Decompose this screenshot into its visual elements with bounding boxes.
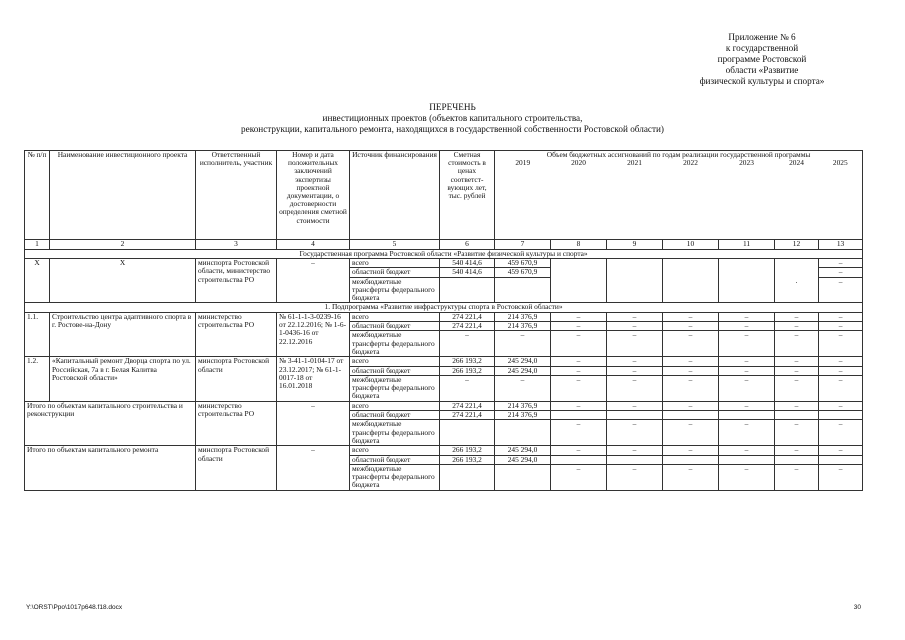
row-2019 [495, 464, 551, 490]
stray-dot: . [775, 259, 819, 303]
row-executor: минспорта Ростовской области [196, 357, 277, 401]
row-2019 [495, 420, 551, 446]
header-expertise: Номер и дата положительных заключений экспертизы проектной документации, о достоверности определения сметной стоимости [277, 151, 350, 240]
row-year-value: – [819, 357, 863, 366]
row-year-value: – [775, 357, 819, 366]
row-year-value: – [819, 322, 863, 331]
column-number: 10 [663, 239, 719, 249]
row-2019: 245 294,0 [495, 357, 551, 366]
row-year-value: – [663, 322, 719, 331]
footer-file-path: Y:\ORST\Ppo\1017p648.f18.docx [26, 604, 123, 611]
row-2019: – [495, 331, 551, 357]
row-year-value: – [551, 312, 607, 321]
row-year-value: – [775, 312, 819, 321]
row-year-value: – [663, 331, 719, 357]
row-2025: – [819, 259, 863, 268]
state-program-row [25, 249, 863, 258]
row-year-value [551, 455, 607, 464]
row-year-value: – [775, 401, 819, 410]
column-number: 4 [277, 239, 350, 249]
row-cost: 266 193,2 [440, 357, 495, 366]
row-year-value [775, 455, 819, 464]
row-2019: 245 294,0 [495, 366, 551, 375]
appendix-line: программе Ростовской [717, 54, 807, 64]
row-cost: 266 193,2 [440, 455, 495, 464]
row-2025: – [819, 268, 863, 277]
row-cost: 266 193,2 [440, 446, 495, 455]
row-source: областной бюджет [350, 411, 440, 420]
header-year: 2025 [819, 159, 863, 239]
page-number: 30 [853, 604, 861, 611]
row-year-value: – [551, 331, 607, 357]
row-source: областной бюджет [350, 322, 440, 331]
title-line-1: инвестиционных проектов (объектов капитального строительства, [322, 113, 583, 123]
row-year-value: – [719, 331, 775, 357]
subprogram-row [25, 303, 863, 312]
row-year-value: – [775, 322, 819, 331]
row-2025: – [819, 277, 863, 303]
column-number: 5 [350, 239, 440, 249]
header-year: 2024 [775, 159, 819, 239]
row-source: межбюджетные трансферты федерального бюджета [350, 375, 440, 401]
row-year-value: – [719, 401, 775, 410]
row-year-value: – [719, 312, 775, 321]
row-year-value: – [819, 375, 863, 401]
row-executor: министерство строительства РО [196, 401, 277, 445]
row-year-value: – [663, 464, 719, 490]
row-year-value: – [551, 464, 607, 490]
row-2019: 214 376,9 [495, 411, 551, 420]
row-source: межбюджетные трансферты федерального бюджета [350, 331, 440, 357]
row-source: всего [350, 259, 440, 268]
row-year-value: – [719, 464, 775, 490]
header-num: № п/п [25, 151, 50, 240]
row-executor: министерство строительства РО [196, 312, 277, 356]
state-program-title: Государственная программа Ростовской области «Развитие физической культуры и спорта» [25, 249, 863, 258]
row-year-value: – [663, 312, 719, 321]
row-executor: минспорта Ростовской области, министерство строительства РО [196, 259, 277, 303]
row-year-value: – [663, 446, 719, 455]
row-cost: 266 193,2 [440, 366, 495, 375]
row-year-value: – [607, 375, 663, 401]
row-cost: – [440, 375, 495, 401]
row-num: X [25, 259, 50, 303]
row-year-value: – [607, 331, 663, 357]
row-year-value: – [775, 446, 819, 455]
row-year-value [819, 455, 863, 464]
table-row [25, 401, 863, 410]
row-year-value: – [551, 420, 607, 446]
row-year-value [607, 455, 663, 464]
row-name: X [50, 259, 196, 303]
header-row [25, 151, 863, 160]
row-expertise: – [277, 401, 350, 445]
row-year-value: – [607, 366, 663, 375]
row-2019: – [495, 375, 551, 401]
row-cost: – [440, 331, 495, 357]
row-year-value: – [819, 366, 863, 375]
row-cost: 540 414,6 [440, 259, 495, 268]
row-year-value: – [775, 366, 819, 375]
row-year-value: – [551, 375, 607, 401]
row-year-value: – [551, 366, 607, 375]
header-cost: Сметная стоимость в ценах соответст-вующих лет, тыс. рублей [440, 151, 495, 240]
header-year: 2022 [663, 159, 719, 239]
row-expertise: № 3-41-1-0104-17 от 23.12.2017; № 61-1-0017-18 от 16.01.2018 [277, 357, 350, 401]
row-year-value: – [551, 357, 607, 366]
title-heading: ПЕРЕЧЕНЬ [429, 102, 476, 112]
row-year-value: – [719, 322, 775, 331]
row-expertise: № 61-1-1-3-0239-16 от 22.12.2016; № 1-6-1-0436-16 от 22.12.2016 [277, 312, 350, 356]
column-number: 13 [819, 239, 863, 249]
row-year-value: – [819, 331, 863, 357]
row-cost: 274 221,4 [440, 312, 495, 321]
row-cost: 540 414,6 [440, 268, 495, 277]
row-year-value: – [775, 420, 819, 446]
row-year-value: – [607, 312, 663, 321]
row-year-value: – [663, 401, 719, 410]
row-2019: 214 376,9 [495, 322, 551, 331]
column-number: 7 [495, 239, 551, 249]
total-label: Итого по объектам капитального ремонта [25, 446, 196, 490]
row-source: всего [350, 401, 440, 410]
row-name: Строительство центра адаптивного спорта в г. Ростове-на-Дону [50, 312, 196, 356]
row-year-value [663, 411, 719, 420]
row-year-value [551, 411, 607, 420]
row-year-value [663, 455, 719, 464]
appendix-line: физической культуры и спорта» [699, 76, 825, 86]
header-name: Наименование инвестиционного проекта [50, 151, 196, 240]
row-2019: 459 670,9 [495, 268, 551, 277]
header-year: 2020 [551, 159, 607, 239]
column-number: 2 [50, 239, 196, 249]
row-year-value: – [775, 331, 819, 357]
row-year-value: – [607, 464, 663, 490]
row-year-value: – [819, 401, 863, 410]
row-name: «Капитальный ремонт Дворца спорта по ул. Российская, 7а в г. Белая Калитва Ростовской области» [50, 357, 196, 401]
row-cost: 274 221,4 [440, 401, 495, 410]
title-line-2: реконструкции, капитального ремонта, находящихся в государственной собственности Ростовской области) [241, 124, 664, 134]
row-year-value: – [719, 366, 775, 375]
appendix-line: области «Развитие [725, 65, 799, 75]
row-source: всего [350, 312, 440, 321]
investment-projects-table [24, 150, 863, 491]
row-year-value [719, 455, 775, 464]
appendix-line: к государственной [725, 43, 799, 53]
row-executor: минспорта Ростовской области [196, 446, 277, 490]
row-cost: 274 221,4 [440, 322, 495, 331]
header-year: 2023 [719, 159, 775, 239]
column-number: 9 [607, 239, 663, 249]
row-year-value: – [663, 366, 719, 375]
row-year-value: – [719, 446, 775, 455]
table-row [25, 259, 863, 268]
row-2019: 245 294,0 [495, 455, 551, 464]
row-year-value: – [819, 312, 863, 321]
header-year: 2019 [495, 159, 551, 239]
row-year-value: – [663, 375, 719, 401]
row-year-value: – [551, 446, 607, 455]
row-year-value: – [819, 420, 863, 446]
row-source: всего [350, 446, 440, 455]
appendix-note [677, 32, 847, 87]
row-2019: 459 670,9 [495, 259, 551, 268]
header-sources: Источник финансирования [350, 151, 440, 240]
column-numbers-row [25, 239, 863, 249]
row-num: 1.2. [25, 357, 50, 401]
row-cost [440, 464, 495, 490]
row-year-value: – [663, 357, 719, 366]
row-source: областной бюджет [350, 455, 440, 464]
row-year-value: – [551, 401, 607, 410]
row-year-value: – [607, 420, 663, 446]
row-num: 1.1. [25, 312, 50, 356]
subprogram-title: 1. Подпрограмма «Развитие инфраструктуры спорта в Ростовской области» [25, 303, 863, 312]
row-source: межбюджетные трансферты федерального бюджета [350, 277, 440, 303]
table-row [25, 312, 863, 321]
table-row [25, 446, 863, 455]
row-year-value: – [719, 357, 775, 366]
row-year-value: – [607, 401, 663, 410]
row-year-value: – [819, 464, 863, 490]
column-number: 8 [551, 239, 607, 249]
row-year-value: – [719, 375, 775, 401]
row-year-value: – [775, 375, 819, 401]
row-source: областной бюджет [350, 366, 440, 375]
column-number: 11 [719, 239, 775, 249]
column-number: 3 [196, 239, 277, 249]
document-title [0, 102, 905, 135]
row-source: межбюджетные трансферты федерального бюджета [350, 420, 440, 446]
row-year-value: – [551, 322, 607, 331]
row-cost [440, 277, 495, 303]
row-year-value [775, 411, 819, 420]
row-year-value: – [607, 446, 663, 455]
row-source: межбюджетные трансферты федерального бюджета [350, 464, 440, 490]
header-year: 2021 [607, 159, 663, 239]
row-cost: 274 221,4 [440, 411, 495, 420]
row-year-value [607, 411, 663, 420]
row-year-value [719, 411, 775, 420]
total-label: Итого по объектам капитального строительства и реконструкции [25, 401, 196, 445]
row-cost [440, 420, 495, 446]
column-number: 12 [775, 239, 819, 249]
row-2019: 214 376,9 [495, 401, 551, 410]
column-number: 1 [25, 239, 50, 249]
row-year-value: – [607, 357, 663, 366]
row-year-value: – [819, 446, 863, 455]
row-2019 [495, 277, 551, 303]
table-row [25, 357, 863, 366]
row-year-value: – [775, 464, 819, 490]
row-year-value: – [719, 420, 775, 446]
header-executor: Ответственный исполнитель, участник [196, 151, 277, 240]
row-year-value [819, 411, 863, 420]
row-2019: 245 294,0 [495, 446, 551, 455]
row-source: всего [350, 357, 440, 366]
row-year-value: – [607, 322, 663, 331]
column-number: 6 [440, 239, 495, 249]
header-years-title: Объем бюджетных ассигнований по годам реализации государственной программы [495, 151, 863, 160]
row-expertise: – [277, 259, 350, 303]
appendix-line: Приложение № 6 [728, 32, 796, 42]
row-expertise: – [277, 446, 350, 490]
row-source: областной бюджет [350, 268, 440, 277]
row-year-value: – [663, 420, 719, 446]
row-2019: 214 376,9 [495, 312, 551, 321]
